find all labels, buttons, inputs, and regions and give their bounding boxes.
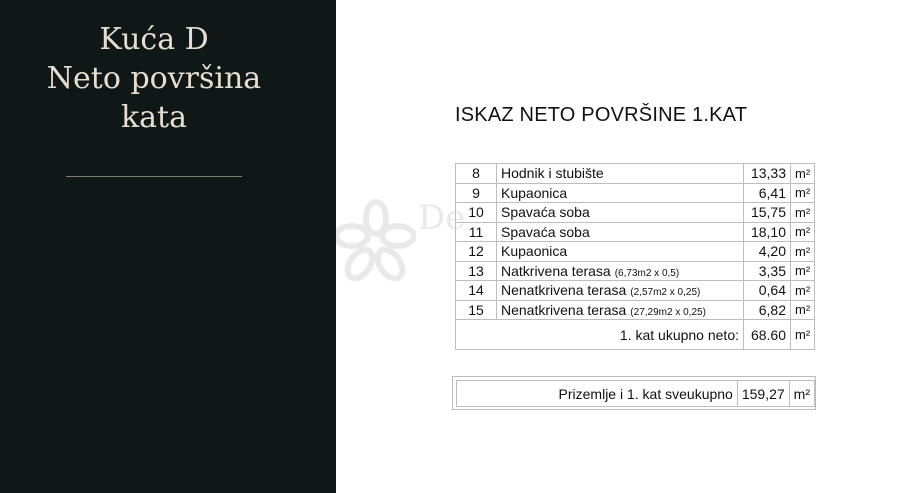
- room-name-text: Kupaonica: [501, 184, 568, 201]
- grand-total-box: [452, 376, 816, 410]
- total-value: 68.60: [744, 320, 791, 350]
- table-row: [456, 203, 815, 223]
- grand-total-table: [456, 380, 815, 407]
- flower-logo-icon: [336, 198, 416, 288]
- room-area: 6,41: [744, 183, 791, 203]
- title-line-3: kata: [120, 100, 187, 135]
- table-row: [456, 242, 815, 262]
- room-area: 3,35: [744, 261, 791, 281]
- total-label: 1. kat ukupno neto:: [456, 320, 744, 350]
- room-number: 8: [456, 164, 497, 184]
- room-number: 15: [456, 300, 497, 320]
- area-unit: m²: [791, 164, 815, 184]
- room-name: [497, 222, 744, 242]
- room-dimension-note: (27,29m2 x 0,25): [630, 306, 706, 318]
- left-panel: [0, 0, 336, 493]
- total-row: [456, 320, 815, 350]
- room-number: 14: [456, 281, 497, 301]
- grand-total-value: 159,27: [737, 381, 789, 407]
- room-number: 9: [456, 183, 497, 203]
- page-title: ISKAZ NETO POVRŠINE 1.KAT: [455, 104, 748, 126]
- room-number: 10: [456, 203, 497, 223]
- title-line-2: Neto površina: [46, 61, 262, 96]
- room-area: 6,82: [744, 300, 791, 320]
- room-name-text: Nenatkrivena terasa: [501, 301, 627, 318]
- room-name: [497, 261, 744, 281]
- room-dimension-note: (2,57m2 x 0,25): [630, 287, 701, 299]
- grand-total-row: [457, 381, 815, 407]
- grand-total-label: Prizemlje i 1. kat sveukupno: [457, 381, 738, 407]
- room-name: [497, 300, 744, 320]
- area-table: [455, 163, 815, 350]
- room-name-text: Natkrivena terasa: [501, 262, 611, 279]
- room-name-text: Hodnik i stubište: [501, 165, 604, 182]
- room-area: 4,20: [744, 242, 791, 262]
- table-row: [456, 222, 815, 242]
- room-name-text: Spavaća soba: [501, 223, 590, 240]
- room-number: 11: [456, 222, 497, 242]
- area-unit: m²: [791, 261, 815, 281]
- title-line-1: Kuća D: [99, 22, 209, 57]
- room-name-text: Kupaonica: [501, 243, 568, 260]
- room-name: [497, 164, 744, 184]
- room-name: [497, 183, 744, 203]
- room-name: [497, 242, 744, 262]
- room-dimension-note: (6,73m2 x 0,5): [614, 267, 680, 279]
- area-unit: m²: [791, 300, 815, 320]
- room-name: [497, 203, 744, 223]
- room-number: 12: [456, 242, 497, 262]
- table-row: [456, 164, 815, 184]
- room-area: 18,10: [744, 222, 791, 242]
- room-area: 15,75: [744, 203, 791, 223]
- area-unit: m²: [791, 183, 815, 203]
- watermark-text: De: [418, 198, 466, 238]
- room-area: 13,33: [744, 164, 791, 184]
- area-unit: m²: [791, 222, 815, 242]
- room-name: [497, 281, 744, 301]
- table-row: [456, 281, 815, 301]
- table-row: [456, 183, 815, 203]
- title-divider: [66, 176, 242, 177]
- room-area: 0,64: [744, 281, 791, 301]
- area-unit: m²: [791, 281, 815, 301]
- room-number: 13: [456, 261, 497, 281]
- area-unit: m²: [791, 320, 815, 350]
- table-row: [456, 300, 815, 320]
- table-row: [456, 261, 815, 281]
- area-unit: m²: [791, 203, 815, 223]
- room-name-text: Spavaća soba: [501, 204, 590, 221]
- room-name-text: Nenatkrivena terasa: [501, 282, 627, 299]
- area-unit: m²: [791, 242, 815, 262]
- area-unit: m²: [789, 381, 814, 407]
- section-title: [0, 20, 308, 137]
